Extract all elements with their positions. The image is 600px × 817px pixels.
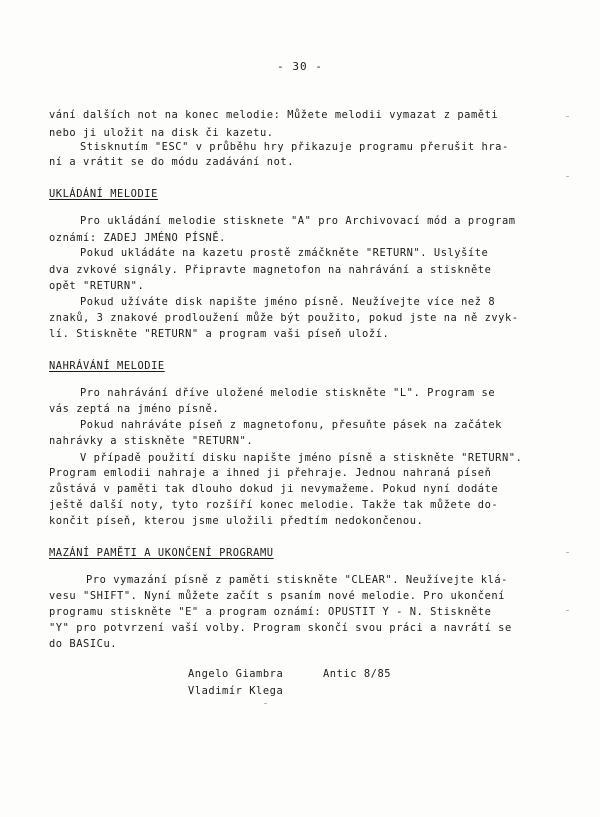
author-name: Vladimír Klega — [188, 685, 284, 697]
text-line: Pro ukládání melodie stisknete "A" pro Archivovací mód a program — [80, 215, 516, 227]
scan-speck — [566, 116, 569, 117]
text-line: Pokud ukládáte na kazetu prostě zmáčkněte "RETURN". Uslyšíte — [80, 247, 489, 259]
section-heading: MAZÁNÍ PAMĚTI A UKONČENÍ PROGRAMU — [49, 547, 274, 559]
author-name: Angelo Giambra — [188, 668, 284, 680]
text-line: končit píseň, kterou jsme uložili předtím nedokončenou. — [49, 515, 424, 527]
text-line: ní a vrátit se do módu zadávání not. — [49, 156, 295, 168]
text-line: Pokud užíváte disk napište jméno písně. Neužívejte více než 8 — [80, 296, 496, 308]
text-line: vání dalších not na konec melodie: Můžete melodii vymazat z paměti — [49, 109, 499, 121]
text-line: "Y" pro potvrzení vaší volby. Program skončí svou práci a navrátí se — [49, 622, 512, 634]
text-line: zůstává v paměti tak dlouho dokud ji nevymažeme. Pokud nyní dodáte — [49, 483, 499, 495]
text-line: oznámí: ZADEJ JMÉNO PÍSNĚ. — [49, 232, 226, 244]
scan-speck — [566, 176, 569, 177]
text-line: vás zeptá na jméno písně. — [49, 403, 220, 415]
scan-speck — [566, 552, 569, 553]
text-line: do BASICu. — [49, 638, 118, 650]
source-reference: Antic 8/85 — [323, 668, 392, 680]
text-line: Stisknutím "ESC" v průběhu hry přikazuje programu přerušit hra- — [80, 141, 509, 153]
text-line: nebo ji uložit na disk či kazetu. — [49, 127, 274, 139]
text-line: Program emlodii nahraje a ihned ji přehraje. Jednou nahraná píseň — [49, 467, 492, 479]
scan-speck — [264, 703, 267, 704]
text-line: Pro vymazání písně z paměti stiskněte "CLEAR". Neužívejte klá- — [86, 574, 508, 586]
text-line: programu stiskněte "E" a program oznámí: OPUSTIT Y - N. Stiskněte — [49, 606, 492, 618]
text-line: Pro nahrávání dříve uložené melodie stiskněte "L". Program se — [80, 387, 496, 399]
text-line: Pokud nahráváte píseň z magnetofonu, přesuňte pásek na začátek — [80, 419, 502, 431]
scan-speck — [566, 610, 569, 611]
text-line: vesu "SHIFT". Nyní můžete začít s psaním nové melodie. Pro ukončení — [49, 590, 505, 602]
text-line: nahrávky a stiskněte "RETURN". — [49, 435, 254, 447]
text-line: lí. Stiskněte "RETURN" a program vaši píseň uloží. — [49, 328, 390, 340]
section-heading: UKLÁDÁNÍ MELODIE — [49, 188, 158, 200]
page-number: - 30 - — [277, 60, 323, 73]
section-heading: NAHRÁVÁNÍ MELODIE — [49, 360, 165, 372]
text-line: ještě další noty, tyto rozšíří konec melodie. Takže tak můžete do- — [49, 499, 499, 511]
text-line: opět "RETURN". — [49, 280, 145, 292]
text-line: V případě použití disku napište jméno písně a stiskněte "RETURN". — [80, 452, 523, 464]
text-line: znaků, 3 znakové prodloužení může být použito, pokud jste na ně zvyk- — [49, 312, 519, 324]
text-line: dva zvkové signály. Připravte magnetofon na nahrávání a stiskněte — [49, 264, 492, 276]
